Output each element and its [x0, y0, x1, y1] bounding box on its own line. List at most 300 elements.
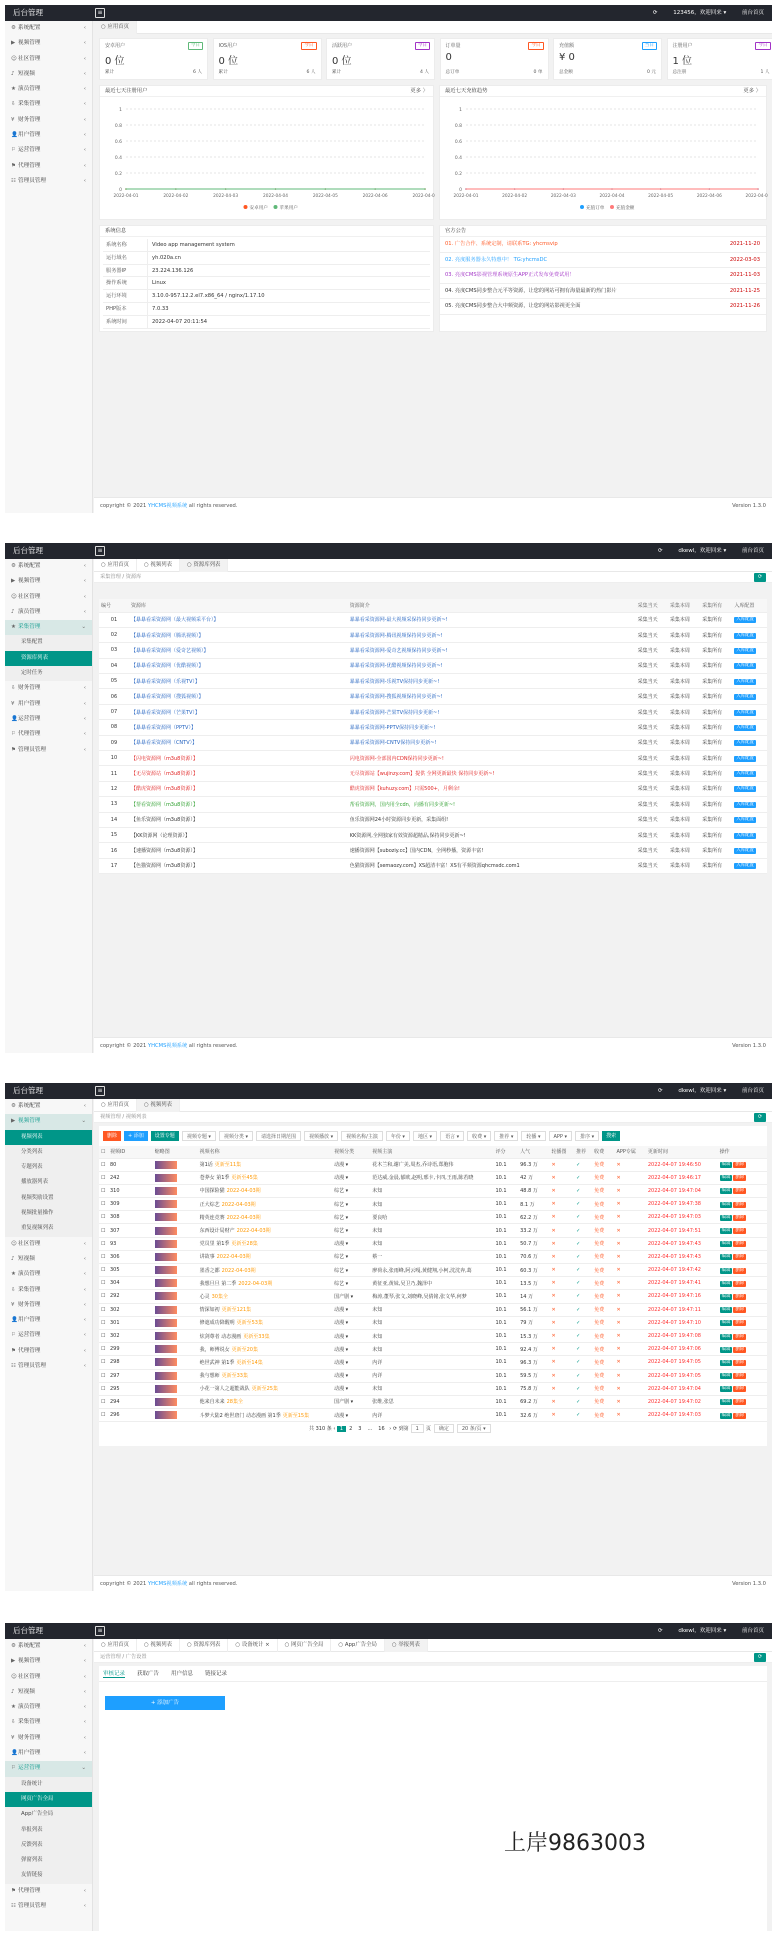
edit-button[interactable]: 编辑 — [721, 1412, 731, 1418]
row-checkbox[interactable]: ☐ — [99, 1356, 108, 1369]
delete-row-button[interactable]: 删除 — [735, 1359, 745, 1365]
carousel-toggle-icon[interactable]: ✕ — [550, 1237, 575, 1250]
config-button[interactable]: 入库配置 — [736, 771, 754, 777]
sidebar-subitem[interactable] — [5, 1777, 92, 1792]
filter-select[interactable]: 地区 ▾ — [413, 1131, 437, 1141]
sidebar-item[interactable] — [5, 1685, 92, 1700]
add-button[interactable]: + 添加 — [124, 1131, 148, 1141]
collect-button[interactable]: 采集本周 — [669, 617, 690, 624]
sidebar-item[interactable] — [5, 1267, 92, 1282]
collect-button[interactable]: 采集所有 — [702, 786, 723, 793]
category-select[interactable]: 动漫 ▾ — [332, 1171, 370, 1184]
notice-item[interactable] — [440, 253, 766, 269]
edit-button[interactable]: 编辑 — [721, 1188, 731, 1194]
subtab[interactable]: 审核记录 — [103, 1671, 126, 1677]
refresh-icon[interactable]: ⟳ — [754, 1653, 766, 1662]
row-checkbox[interactable]: ☐ — [99, 1409, 108, 1422]
video-name[interactable] — [198, 1356, 332, 1369]
sidebar-item[interactable] — [5, 1114, 92, 1129]
collect-button[interactable]: 采集当天 — [637, 694, 658, 701]
sidebar-item[interactable] — [5, 36, 92, 51]
sidebar-item[interactable] — [5, 1899, 92, 1914]
tab[interactable] — [331, 1639, 385, 1652]
sidebar-item[interactable] — [5, 1252, 92, 1267]
sidebar-item[interactable] — [5, 1298, 92, 1313]
sidebar-item[interactable] — [5, 21, 92, 36]
row-checkbox[interactable]: ☐ — [99, 1211, 108, 1224]
collect-button[interactable]: 采集所有 — [702, 617, 723, 624]
collect-button[interactable]: 采集当天 — [637, 817, 658, 824]
recommend-toggle-icon[interactable]: ✓ — [574, 1303, 592, 1316]
sidebar-item[interactable] — [5, 1761, 92, 1776]
carousel-toggle-icon[interactable]: ✕ — [550, 1171, 575, 1184]
resource-name[interactable]: 【闪电资源网（m3u8资源）】 — [129, 751, 348, 766]
app-only-toggle-icon[interactable]: ✕ — [614, 1198, 645, 1211]
video-name[interactable] — [198, 1343, 332, 1356]
tab[interactable] — [94, 559, 137, 572]
home-link[interactable]: 前台首页 — [741, 1628, 764, 1634]
filter-select[interactable]: 视频分类 ▾ — [219, 1131, 253, 1141]
collect-button[interactable]: 采集本周 — [669, 632, 690, 639]
edit-button[interactable]: 编辑 — [721, 1254, 731, 1260]
config-button[interactable]: 入库配置 — [736, 863, 754, 869]
row-checkbox[interactable]: ☐ — [99, 1237, 108, 1250]
app-only-toggle-icon[interactable]: ✕ — [614, 1343, 645, 1356]
edit-button[interactable]: 编辑 — [721, 1267, 731, 1273]
sidebar-subitem[interactable] — [5, 1175, 92, 1190]
sidebar-subitem[interactable] — [5, 1145, 92, 1160]
more-link[interactable]: 更多 〉 — [410, 88, 428, 94]
edit-button[interactable]: 编辑 — [721, 1307, 731, 1313]
config-button[interactable]: 入库配置 — [736, 801, 754, 807]
tab[interactable] — [94, 1099, 137, 1112]
recommend-toggle-icon[interactable]: ✓ — [574, 1211, 592, 1224]
category-select[interactable]: 国产剧 ▾ — [332, 1290, 370, 1303]
confirm-button[interactable]: 确定 — [434, 1424, 454, 1433]
resource-name[interactable]: 【鱼乐资源网（m3u8资源）】 — [129, 812, 348, 827]
collect-button[interactable]: 采集当天 — [637, 709, 658, 716]
user-menu[interactable]: dkewl，欢迎回来 ▾ — [678, 548, 727, 554]
user-menu[interactable]: 123456，欢迎回来 ▾ — [673, 10, 727, 16]
row-checkbox[interactable]: ☐ — [99, 1316, 108, 1329]
edit-button[interactable]: 编辑 — [721, 1386, 731, 1392]
sidebar-subitem[interactable] — [5, 1206, 92, 1221]
carousel-toggle-icon[interactable]: ✕ — [550, 1224, 575, 1237]
delete-row-button[interactable]: 删除 — [735, 1228, 745, 1234]
recommend-toggle-icon[interactable]: ✓ — [574, 1382, 592, 1395]
edit-button[interactable]: 编辑 — [721, 1333, 731, 1339]
carousel-toggle-icon[interactable]: ✕ — [550, 1382, 575, 1395]
category-select[interactable]: 动漫 ▾ — [332, 1343, 370, 1356]
config-button[interactable]: 入库配置 — [736, 724, 754, 730]
page-number[interactable]: 16 — [378, 1426, 385, 1433]
recommend-toggle-icon[interactable]: ✓ — [574, 1224, 592, 1237]
recommend-toggle-icon[interactable]: ✓ — [574, 1237, 592, 1250]
config-button[interactable]: 入库配置 — [736, 663, 754, 669]
tab[interactable] — [137, 1639, 180, 1652]
collect-button[interactable]: 采集当天 — [637, 863, 658, 870]
resource-name[interactable]: 【速播资源网（m3u8资源）】 — [129, 843, 348, 858]
collect-button[interactable]: 采集当天 — [637, 848, 658, 855]
edit-button[interactable]: 编辑 — [721, 1228, 731, 1234]
collect-button[interactable]: 采集所有 — [702, 817, 723, 824]
config-button[interactable]: 入库配置 — [736, 755, 754, 761]
resource-name[interactable]: 【暴暴看采资源网（爱奇艺视频）】 — [129, 643, 348, 658]
carousel-toggle-icon[interactable]: ✕ — [550, 1211, 575, 1224]
sidebar-item[interactable] — [5, 620, 92, 635]
resource-name[interactable]: 【暴暴看采资源网（芒果TV）】 — [129, 704, 348, 719]
sidebar-subitem[interactable] — [5, 1838, 92, 1853]
resource-name[interactable]: 【暴暴看采资源网（腾讯视频）】 — [129, 627, 348, 642]
filter-select[interactable]: 年份 ▾ — [386, 1131, 410, 1141]
row-checkbox[interactable]: ☐ — [99, 1184, 108, 1197]
video-name[interactable] — [198, 1290, 332, 1303]
prev-page-icon[interactable]: ‹ — [331, 1426, 337, 1433]
category-select[interactable]: 动漫 ▾ — [332, 1409, 370, 1422]
select-all-checkbox[interactable]: ☐ — [99, 1146, 108, 1158]
sidebar-item[interactable] — [5, 97, 92, 112]
row-checkbox[interactable]: ☐ — [99, 1198, 108, 1211]
delete-row-button[interactable]: 删除 — [735, 1386, 745, 1392]
menu-icon[interactable]: ≡ — [95, 1086, 105, 1096]
page-size-select[interactable]: 20 条/页 ▾ — [457, 1424, 491, 1433]
sidebar-subitem[interactable] — [5, 635, 92, 650]
video-name[interactable] — [198, 1303, 332, 1316]
recommend-toggle-icon[interactable]: ✓ — [574, 1250, 592, 1263]
edit-button[interactable]: 编辑 — [721, 1399, 731, 1405]
sidebar-item[interactable] — [5, 1715, 92, 1730]
sidebar-item[interactable] — [5, 128, 92, 143]
tab[interactable] — [385, 1639, 428, 1652]
category-select[interactable]: 动漫 ▾ — [332, 1382, 370, 1395]
config-button[interactable]: 入库配置 — [736, 632, 754, 638]
row-checkbox[interactable]: ☐ — [99, 1158, 108, 1171]
category-select[interactable]: 综艺 ▾ — [332, 1211, 370, 1224]
delete-row-button[interactable]: 删除 — [735, 1201, 745, 1207]
collect-button[interactable]: 采集当天 — [637, 617, 658, 624]
sidebar-item[interactable] — [5, 1237, 92, 1252]
edit-button[interactable]: 编辑 — [721, 1359, 731, 1365]
category-select[interactable]: 动漫 ▾ — [332, 1356, 370, 1369]
collect-button[interactable]: 采集当天 — [637, 786, 658, 793]
sidebar-item[interactable] — [5, 574, 92, 589]
video-name[interactable] — [198, 1237, 332, 1250]
app-only-toggle-icon[interactable]: ✕ — [614, 1237, 645, 1250]
collect-button[interactable]: 采集本周 — [669, 801, 690, 808]
delete-button[interactable]: 删除 — [103, 1131, 121, 1141]
resource-name[interactable]: 【暴暴看采资源网（最大视频采平台）】 — [129, 612, 348, 627]
recommend-toggle-icon[interactable]: ✓ — [574, 1369, 592, 1382]
delete-row-button[interactable]: 删除 — [735, 1267, 745, 1273]
recommend-toggle-icon[interactable]: ✓ — [574, 1184, 592, 1197]
sidebar-item[interactable] — [5, 1283, 92, 1298]
sidebar-item[interactable] — [5, 1654, 92, 1669]
row-checkbox[interactable]: ☐ — [99, 1277, 108, 1290]
category-select[interactable]: 综艺 ▾ — [332, 1250, 370, 1263]
collect-button[interactable]: 采集本周 — [669, 771, 690, 778]
filter-select[interactable]: 视频专题 ▾ — [182, 1131, 216, 1141]
row-checkbox[interactable]: ☐ — [99, 1224, 108, 1237]
menu-icon[interactable]: ≡ — [95, 1626, 105, 1636]
sidebar-item[interactable] — [5, 1731, 92, 1746]
collect-button[interactable]: 采集当天 — [637, 724, 658, 731]
resource-name[interactable]: 【色猫资源网（m3u8资源）】 — [129, 858, 348, 873]
category-select[interactable]: 动漫 ▾ — [332, 1237, 370, 1250]
video-name[interactable] — [198, 1264, 332, 1277]
sidebar-item[interactable] — [5, 727, 92, 742]
delete-row-button[interactable]: 删除 — [735, 1175, 745, 1181]
resource-name[interactable]: 【无尽资源站（m3u8资源）】 — [129, 766, 348, 781]
collect-button[interactable]: 采集本周 — [669, 663, 690, 670]
sidebar-item[interactable] — [5, 159, 92, 174]
video-name[interactable] — [198, 1277, 332, 1290]
sidebar-item[interactable] — [5, 1639, 92, 1654]
delete-row-button[interactable]: 删除 — [735, 1412, 745, 1418]
filter-select[interactable]: 推荐 ▾ — [494, 1131, 518, 1141]
delete-row-button[interactable]: 删除 — [735, 1162, 745, 1168]
collect-button[interactable]: 采集所有 — [702, 801, 723, 808]
category-select[interactable]: 综艺 ▾ — [332, 1224, 370, 1237]
sidebar-item[interactable] — [5, 697, 92, 712]
video-name[interactable] — [198, 1369, 332, 1382]
video-name[interactable] — [198, 1224, 332, 1237]
app-only-toggle-icon[interactable]: ✕ — [614, 1303, 645, 1316]
collect-button[interactable]: 采集所有 — [702, 724, 723, 731]
app-only-toggle-icon[interactable]: ✕ — [614, 1290, 645, 1303]
app-only-toggle-icon[interactable]: ✕ — [614, 1316, 645, 1329]
carousel-toggle-icon[interactable]: ✕ — [550, 1316, 575, 1329]
collect-button[interactable]: 采集本周 — [669, 863, 690, 870]
row-checkbox[interactable]: ☐ — [99, 1369, 108, 1382]
sidebar-subitem[interactable] — [5, 1130, 92, 1145]
notice-item[interactable] — [440, 268, 766, 284]
page-number[interactable]: 2 — [349, 1426, 353, 1433]
tab[interactable] — [94, 21, 137, 34]
sidebar-item[interactable] — [5, 712, 92, 727]
recommend-toggle-icon[interactable]: ✓ — [574, 1290, 592, 1303]
page-number[interactable]: 1 — [337, 1426, 346, 1432]
carousel-toggle-icon[interactable]: ✕ — [550, 1184, 575, 1197]
sidebar-subitem[interactable] — [5, 1823, 92, 1838]
notice-item[interactable] — [440, 299, 766, 315]
delete-row-button[interactable]: 删除 — [735, 1241, 745, 1247]
video-name[interactable] — [198, 1329, 332, 1342]
subtab[interactable]: 用户信息 — [171, 1671, 194, 1677]
sidebar-item[interactable] — [5, 559, 92, 574]
category-select[interactable]: 综艺 ▾ — [332, 1277, 370, 1290]
recommend-toggle-icon[interactable]: ✓ — [574, 1198, 592, 1211]
recommend-toggle-icon[interactable]: ✓ — [574, 1316, 592, 1329]
user-menu[interactable]: dkewl，欢迎回来 ▾ — [678, 1088, 727, 1094]
video-name[interactable] — [198, 1316, 332, 1329]
sidebar-item[interactable] — [5, 1328, 92, 1343]
collect-button[interactable]: 采集所有 — [702, 632, 723, 639]
collect-button[interactable]: 采集所有 — [702, 863, 723, 870]
filter-select[interactable]: 轮播 ▾ — [521, 1131, 545, 1141]
config-button[interactable]: 入库配置 — [736, 617, 754, 623]
delete-row-button[interactable]: 删除 — [735, 1293, 745, 1299]
collect-button[interactable]: 采集当天 — [637, 632, 658, 639]
app-only-toggle-icon[interactable]: ✕ — [614, 1277, 645, 1290]
resource-name[interactable]: 【帮看资源网（m3u8资源）】 — [129, 797, 348, 812]
sidebar-item[interactable] — [5, 1884, 92, 1899]
app-only-toggle-icon[interactable]: ✕ — [614, 1264, 645, 1277]
sidebar-item[interactable] — [5, 1344, 92, 1359]
sidebar-item[interactable] — [5, 52, 92, 67]
carousel-toggle-icon[interactable]: ✕ — [550, 1356, 575, 1369]
resource-name[interactable]: 【暴暴看采资源网（搜狐视频）】 — [129, 689, 348, 704]
collect-button[interactable]: 采集所有 — [702, 771, 723, 778]
carousel-toggle-icon[interactable]: ✕ — [550, 1198, 575, 1211]
carousel-toggle-icon[interactable]: ✕ — [550, 1303, 575, 1316]
collect-button[interactable]: 采集当天 — [637, 801, 658, 808]
collect-button[interactable]: 采集所有 — [702, 740, 723, 747]
video-name[interactable] — [198, 1171, 332, 1184]
collect-button[interactable]: 采集本周 — [669, 709, 690, 716]
video-name[interactable] — [198, 1382, 332, 1395]
sidebar-item[interactable] — [5, 743, 92, 758]
refresh-icon[interactable]: ⟳ — [657, 548, 663, 554]
collect-button[interactable]: 采集本周 — [669, 848, 690, 855]
more-link[interactable]: 更多 〉 — [743, 88, 761, 94]
carousel-toggle-icon[interactable]: ✕ — [550, 1250, 575, 1263]
category-select[interactable]: 动漫 ▾ — [332, 1316, 370, 1329]
config-button[interactable]: 入库配置 — [736, 786, 754, 792]
category-select[interactable]: 动漫 ▾ — [332, 1158, 370, 1171]
collect-button[interactable]: 采集本周 — [669, 832, 690, 839]
collect-button[interactable]: 采集本周 — [669, 678, 690, 685]
app-only-toggle-icon[interactable]: ✕ — [614, 1171, 645, 1184]
sidebar-subitem[interactable] — [5, 1160, 92, 1175]
collect-button[interactable]: 采集当天 — [637, 832, 658, 839]
home-link[interactable]: 前台首页 — [741, 548, 764, 554]
next-page-icon[interactable]: › — [387, 1426, 393, 1433]
edit-button[interactable]: 编辑 — [721, 1162, 731, 1168]
video-name[interactable] — [198, 1395, 332, 1408]
page-input[interactable]: 1 — [411, 1424, 424, 1433]
delete-row-button[interactable]: 删除 — [735, 1399, 745, 1405]
footer-link[interactable]: YHCMS视频系统 — [147, 1581, 188, 1587]
refresh-icon[interactable]: ⟳ — [657, 1088, 663, 1094]
sidebar-subitem[interactable] — [5, 1853, 92, 1868]
row-checkbox[interactable]: ☐ — [99, 1382, 108, 1395]
collect-button[interactable]: 采集当天 — [637, 647, 658, 654]
sidebar-subitem[interactable] — [5, 666, 92, 681]
row-checkbox[interactable]: ☐ — [99, 1264, 108, 1277]
add-ad-button[interactable]: + 添加广告 — [105, 1696, 225, 1710]
refresh-icon[interactable]: ⟳ — [754, 1113, 766, 1122]
category-select[interactable]: 综艺 ▾ — [332, 1198, 370, 1211]
filter-select[interactable]: 视频名称/主演 — [341, 1131, 383, 1141]
resource-name[interactable]: 【暴暴看采资源网（PPTV）】 — [129, 720, 348, 735]
app-only-toggle-icon[interactable]: ✕ — [614, 1395, 645, 1408]
recommend-toggle-icon[interactable]: ✓ — [574, 1409, 592, 1422]
video-name[interactable] — [198, 1184, 332, 1197]
edit-button[interactable]: 编辑 — [721, 1175, 731, 1181]
refresh-icon[interactable]: ⟳ — [392, 1426, 399, 1433]
collect-button[interactable]: 采集当天 — [637, 678, 658, 685]
resource-name[interactable]: 【酷虎资源网（m3u8资源）】 — [129, 781, 348, 796]
edit-button[interactable]: 编辑 — [721, 1241, 731, 1247]
collect-button[interactable]: 采集当天 — [637, 740, 658, 747]
delete-row-button[interactable]: 删除 — [735, 1373, 745, 1379]
subtab[interactable]: 链接记录 — [205, 1671, 228, 1677]
app-only-toggle-icon[interactable]: ✕ — [614, 1356, 645, 1369]
video-name[interactable] — [198, 1250, 332, 1263]
category-select[interactable]: 动漫 ▾ — [332, 1369, 370, 1382]
notice-item[interactable] — [440, 237, 766, 253]
refresh-icon[interactable]: ⟳ — [657, 1628, 663, 1634]
video-name[interactable] — [198, 1158, 332, 1171]
carousel-toggle-icon[interactable]: ✕ — [550, 1369, 575, 1382]
carousel-toggle-icon[interactable]: ✕ — [550, 1395, 575, 1408]
sidebar-subitem[interactable] — [5, 1221, 92, 1236]
delete-row-button[interactable]: 删除 — [735, 1254, 745, 1260]
menu-icon[interactable]: ≡ — [95, 8, 105, 18]
config-button[interactable]: 入库配置 — [736, 832, 754, 838]
edit-button[interactable]: 编辑 — [721, 1214, 731, 1220]
tab[interactable] — [94, 1639, 137, 1652]
recommend-toggle-icon[interactable]: ✓ — [574, 1395, 592, 1408]
carousel-toggle-icon[interactable]: ✕ — [550, 1290, 575, 1303]
footer-link[interactable]: YHCMS视频系统 — [147, 1043, 188, 1049]
sidebar-subitem[interactable] — [5, 1792, 92, 1807]
edit-button[interactable]: 编辑 — [721, 1346, 731, 1352]
tab[interactable] — [137, 559, 180, 572]
row-checkbox[interactable]: ☐ — [99, 1171, 108, 1184]
filter-select[interactable]: 收费 ▾ — [467, 1131, 491, 1141]
edit-button[interactable]: 编辑 — [721, 1280, 731, 1286]
recommend-toggle-icon[interactable]: ✓ — [574, 1171, 592, 1184]
sidebar-item[interactable] — [5, 113, 92, 128]
tab[interactable] — [228, 1639, 277, 1652]
collect-button[interactable]: 采集所有 — [702, 663, 723, 670]
sidebar-item[interactable] — [5, 1099, 92, 1114]
tab[interactable] — [180, 559, 228, 572]
category-select[interactable]: 国产剧 ▾ — [332, 1395, 370, 1408]
refresh-icon[interactable]: ⟳ — [754, 573, 766, 582]
carousel-toggle-icon[interactable]: ✕ — [550, 1277, 575, 1290]
filter-select[interactable]: 语言 ▾ — [440, 1131, 464, 1141]
filter-select[interactable]: 视频播放 ▾ — [304, 1131, 338, 1141]
edit-button[interactable]: 编辑 — [721, 1373, 731, 1379]
sidebar-item[interactable] — [5, 590, 92, 605]
resource-name[interactable]: 【暴暴看采资源网（CNTV）】 — [129, 735, 348, 750]
collect-button[interactable]: 采集本周 — [669, 724, 690, 731]
delete-row-button[interactable]: 删除 — [735, 1333, 745, 1339]
sidebar-item[interactable] — [5, 1670, 92, 1685]
app-only-toggle-icon[interactable]: ✕ — [614, 1211, 645, 1224]
collect-button[interactable]: 采集所有 — [702, 832, 723, 839]
edit-button[interactable]: 编辑 — [721, 1320, 731, 1326]
collect-button[interactable]: 采集所有 — [702, 755, 723, 762]
config-button[interactable]: 入库配置 — [736, 740, 754, 746]
config-button[interactable]: 入库配置 — [736, 848, 754, 854]
app-only-toggle-icon[interactable]: ✕ — [614, 1329, 645, 1342]
app-only-toggle-icon[interactable]: ✕ — [614, 1250, 645, 1263]
collect-button[interactable]: 采集所有 — [702, 848, 723, 855]
search-button[interactable]: 搜索 — [602, 1131, 620, 1141]
carousel-toggle-icon[interactable]: ✕ — [550, 1158, 575, 1171]
sidebar-item[interactable] — [5, 174, 92, 189]
recommend-toggle-icon[interactable]: ✓ — [574, 1277, 592, 1290]
page-number[interactable]: ... — [367, 1426, 373, 1433]
carousel-toggle-icon[interactable]: ✕ — [550, 1329, 575, 1342]
collect-button[interactable]: 采集所有 — [702, 647, 723, 654]
set-topic-button[interactable]: 设置专题 — [151, 1131, 179, 1141]
config-button[interactable]: 入库配置 — [736, 709, 754, 715]
carousel-toggle-icon[interactable]: ✕ — [550, 1409, 575, 1422]
